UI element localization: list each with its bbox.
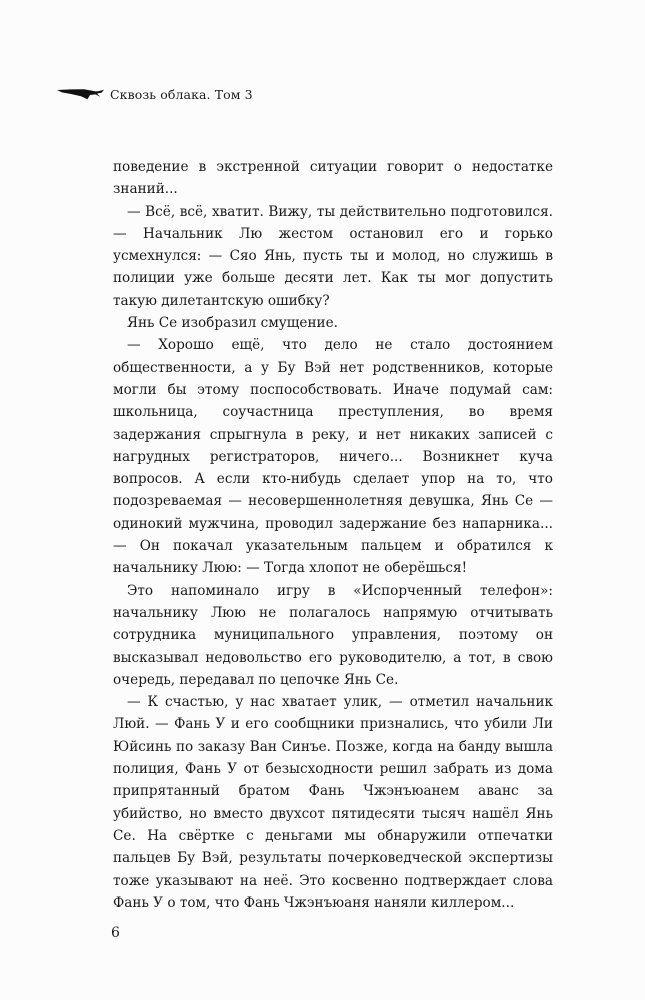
swallow-wing-icon bbox=[57, 87, 105, 101]
paragraph: — Всё, всё, хватит. Вижу, ты действительно подготовился. — Начальник Лю жестом остановил его и горько усмехнулся: — Сяо Янь, пусть ты и молод, но служишь в полиции уже больше десяти лет. Как ты мог допустить такую дилетантскую ошибку? bbox=[113, 203, 553, 309]
body-text bbox=[113, 156, 553, 914]
running-header bbox=[57, 86, 253, 102]
paragraph: — К счастью, у нас хватает улик, — отметил начальник Люй. — Фань У и его сообщники признались, что убили Ли Юйсинь по заказу Ван Синъе. Позже, когда на банду вышла полиция, Фань У от безысходности решил забрать из дома припрятанный братом Фань Чжэнъюанем аванс за убийство, но вместо двухсот пятидесяти тысяч нашёл Янь Се. На свёртке с деньгами мы обнаружили отпечатки пальцев Бу Вэй, результаты почерковедческой экспертизы тоже указывают на неё. Это косвенно подтверждает слова Фань У о том, что Фань Чжэнъюаня наняли киллером... bbox=[113, 694, 553, 911]
paragraph: поведение в экстренной ситуации говорит о недостатке знаний... bbox=[113, 159, 553, 198]
paragraph: Янь Се изобразил смущение. bbox=[127, 315, 338, 332]
paragraph: Это напоминало игру в «Испорченный телефон»: начальнику Люю не полагалось напрямую отчитывать сотрудника муниципального управления, поэтому он высказывал недовольство его руководителю, а тот, в свою очередь, передавал по цепочке Янь Се. bbox=[113, 582, 553, 688]
paragraph: — Хорошо ещё, что дело не стало достоянием общественности, а у Бу Вэй нет родственников, которые могли бы этому поспособствовать. Иначе подумай сам: школьница, соучастница преступления, во время задержания спрыгнула в реку, и нет никаких записей с нагрудных регистраторов, ничего... Возникнет куча вопросов. А если кто-нибудь сделает упор на то, что подозреваемая — несовершеннолетняя девушка, Янь Се — одинокий мужчина, проводил задержание без напарника... — Он покачал указательным пальцем и обратился к начальнику Люю: — Тогда хлопот не оберёшься! bbox=[113, 337, 553, 577]
page-number: 6 bbox=[111, 925, 120, 941]
book-title: Сквозь облака. Том 3 bbox=[110, 86, 253, 102]
